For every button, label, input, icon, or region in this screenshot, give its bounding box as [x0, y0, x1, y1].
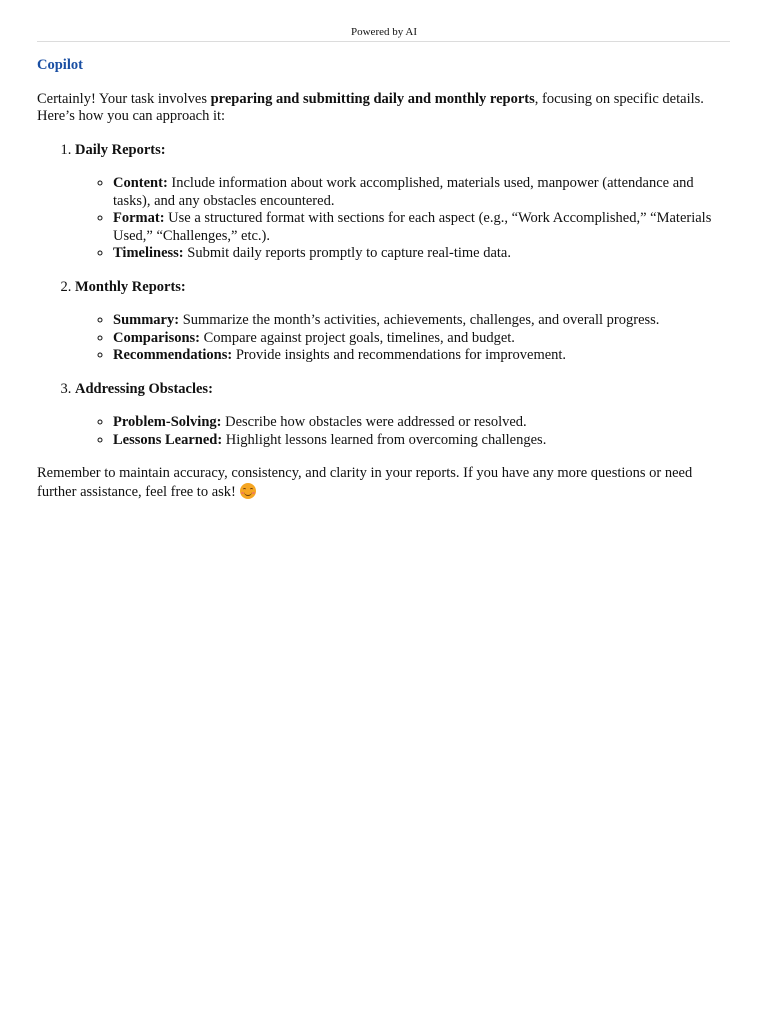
closing-text: Remember to maintain accuracy, consistency, and clarity in your reports. If you have any more questions or need further assistance, feel free to ask!	[37, 465, 693, 500]
step-items	[75, 414, 730, 449]
closing-paragraph	[37, 465, 730, 501]
item-label: Lessons Learned:	[113, 431, 223, 448]
list-item	[113, 414, 730, 432]
intro-text-before: Certainly! Your task involves	[37, 90, 211, 107]
step-items	[75, 312, 730, 365]
list-item	[113, 347, 730, 365]
powered-by-label: Powered by AI	[351, 26, 417, 38]
item-label: Format:	[113, 210, 165, 226]
step-title: Addressing Obstacles:	[75, 380, 213, 397]
header-divider	[37, 41, 730, 42]
item-label: Problem-Solving:	[113, 414, 222, 430]
list-item	[113, 245, 730, 263]
item-text: Include information about work accomplished, materials used, manpower (attendance and tasks), and any obstacles encountered.	[113, 175, 694, 209]
item-text: Provide insights and recommendations for improvement.	[232, 347, 567, 363]
steps-list	[37, 142, 730, 450]
response-body	[37, 57, 730, 501]
item-text: Describe how obstacles were addressed or resolved.	[221, 414, 527, 430]
intro-text-bold: preparing and submitting daily and monthly reports	[210, 90, 535, 107]
step-title: Monthly Reports:	[75, 278, 186, 295]
item-label: Recommendations:	[113, 347, 233, 363]
item-label: Comparisons:	[113, 329, 201, 346]
step-items	[75, 175, 730, 263]
item-label: Timeliness:	[113, 245, 184, 261]
smiling-face-icon	[240, 483, 256, 499]
assistant-name: Copilot	[37, 57, 83, 73]
intro-paragraph	[37, 91, 730, 126]
item-text: Highlight lessons learned from overcoming challenges.	[222, 431, 547, 448]
step-title: Daily Reports:	[75, 141, 166, 158]
item-text: Summarize the month’s activities, achievements, challenges, and overall progress.	[179, 312, 660, 328]
item-label: Summary:	[113, 312, 180, 328]
list-item	[113, 330, 730, 348]
intro-text-after: , focusing on specific details. Here’s how you can approach it:	[37, 90, 704, 124]
list-item	[113, 175, 730, 210]
step-daily-reports	[75, 142, 730, 263]
item-text: Submit daily reports promptly to capture real-time data.	[183, 245, 511, 261]
item-text: Compare against project goals, timelines, and budget.	[200, 329, 515, 346]
list-item	[113, 210, 730, 245]
step-addressing-obstacles	[75, 381, 730, 450]
list-item	[113, 312, 730, 330]
step-monthly-reports	[75, 279, 730, 365]
list-item	[113, 432, 730, 450]
item-label: Content:	[113, 175, 168, 191]
item-text: Use a structured format with sections for each aspect (e.g., “Work Accomplished,” “Materials Used,” “Challenges,” etc.).	[113, 210, 712, 244]
